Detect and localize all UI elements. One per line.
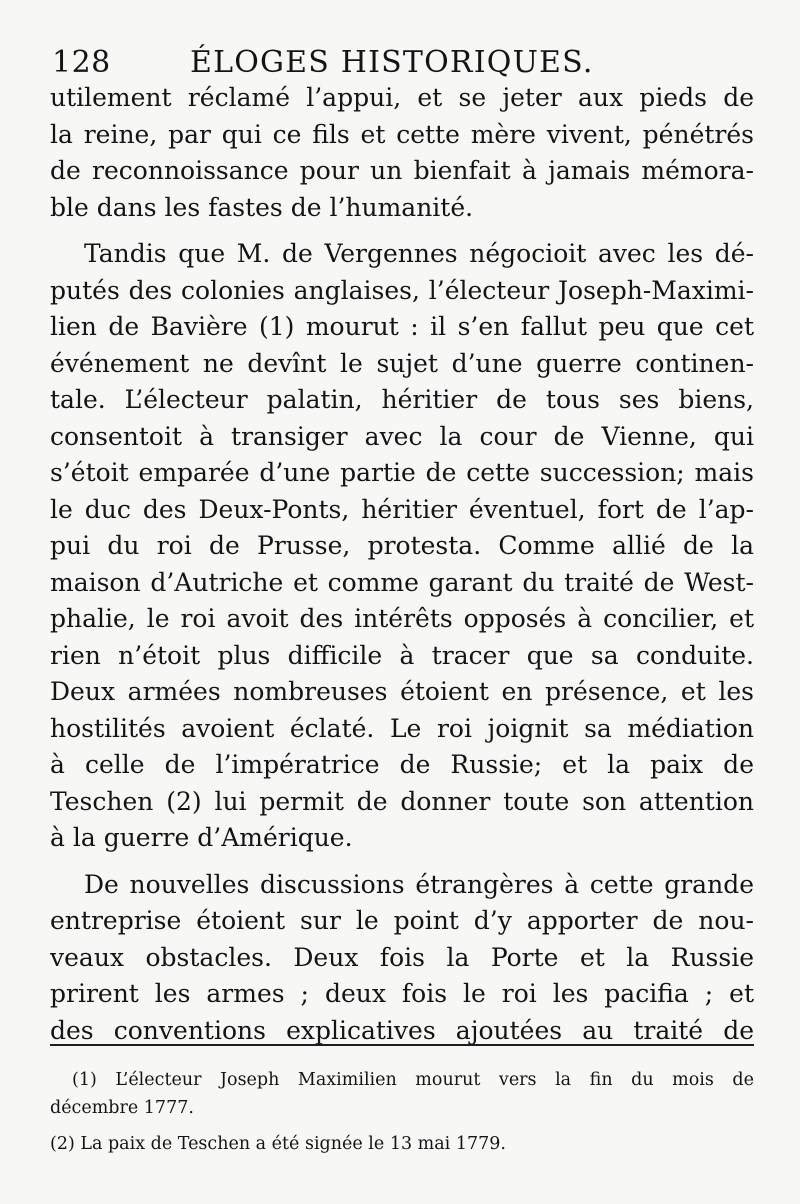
- page-number: 128: [52, 45, 111, 80]
- text-line: événement ne devînt le sujet d’une guerre continen-: [50, 348, 754, 378]
- text-line: rien n’étoit plus difficile à tracer que sa conduite.: [50, 640, 754, 670]
- text-line: putés des colonies anglaises, l’électeur Joseph-Maximi-: [50, 275, 754, 305]
- text-line: maison d’Autriche et comme garant du traité de West-: [50, 567, 754, 597]
- text-line: lien de Bavière (1) mourut : il s’en fallut peu que cet: [50, 312, 754, 341]
- paragraph: [50, 867, 754, 1050]
- footnote: [50, 1130, 754, 1158]
- text-line: pui du roi de Prusse, protesta. Comme allié de la: [50, 531, 754, 560]
- text-line: s’étoit emparée d’une partie de cette succession; mais: [50, 458, 754, 487]
- text-line: consentoit à transiger avec la cour de Vienne, qui: [50, 421, 754, 451]
- text-line: Deux armées nombreuses étoient en présence, et les: [50, 677, 754, 706]
- text-line: ble dans les fastes de l’humanité.: [50, 192, 474, 222]
- footnote-divider: [50, 1044, 754, 1046]
- text-line: des conventions explicatives ajoutées au traité de: [50, 1015, 754, 1045]
- text-line: de reconnoissance pour un bienfait à jamais mémora-: [50, 156, 754, 185]
- text-line: à la guerre d’Amérique.: [50, 823, 353, 852]
- footnotes: [50, 1066, 754, 1158]
- text-line: la reine, par qui ce fils et cette mère vivent, pénétrés: [50, 119, 754, 149]
- text-line: utilement réclamé l’appui, et se jeter aux pieds de: [50, 83, 754, 112]
- body-text: [50, 80, 754, 1049]
- text-line: prirent les armes ; deux fois le roi les pacifia ; et: [50, 979, 754, 1008]
- footnote-line: décembre 1777.: [50, 1098, 194, 1118]
- text-line: tale. L’électeur palatin, héritier de tous ses biens,: [50, 385, 754, 414]
- text-line: De nouvelles discussions étrangères à cette grande: [84, 869, 754, 899]
- running-title: ÉLOGES HISTORIQUES.: [190, 45, 594, 80]
- text-line: à celle de l’impératrice de Russie; et la paix de: [50, 750, 754, 779]
- text-line: veaux obstacles. Deux fois la Porte et la Russie: [50, 942, 754, 972]
- text-line: hostilités avoient éclaté. Le roi joignit sa médiation: [50, 713, 754, 743]
- text-line: Tandis que M. de Vergennes négocioit avec les dé-: [84, 239, 754, 268]
- footnote-line: (2) La paix de Teschen a été signée le 13 mai 1779.: [50, 1134, 506, 1154]
- text-line: Teschen (2) lui permit de donner toute son attention: [50, 786, 754, 816]
- footnote-line: (1) L’électeur Joseph Maximilien mourut vers la fin du mois de: [72, 1070, 754, 1090]
- text-line: entreprise étoient sur le point d’y apporter de nou-: [50, 906, 754, 935]
- paragraph: [50, 236, 754, 857]
- text-line: phalie, le roi avoit des intérêts opposés à concilier, et: [50, 604, 754, 633]
- paragraph: [50, 80, 754, 226]
- text-line: le duc des Deux-Ponts, héritier éventuel, fort de l’ap-: [50, 494, 754, 524]
- footnote: [50, 1066, 754, 1122]
